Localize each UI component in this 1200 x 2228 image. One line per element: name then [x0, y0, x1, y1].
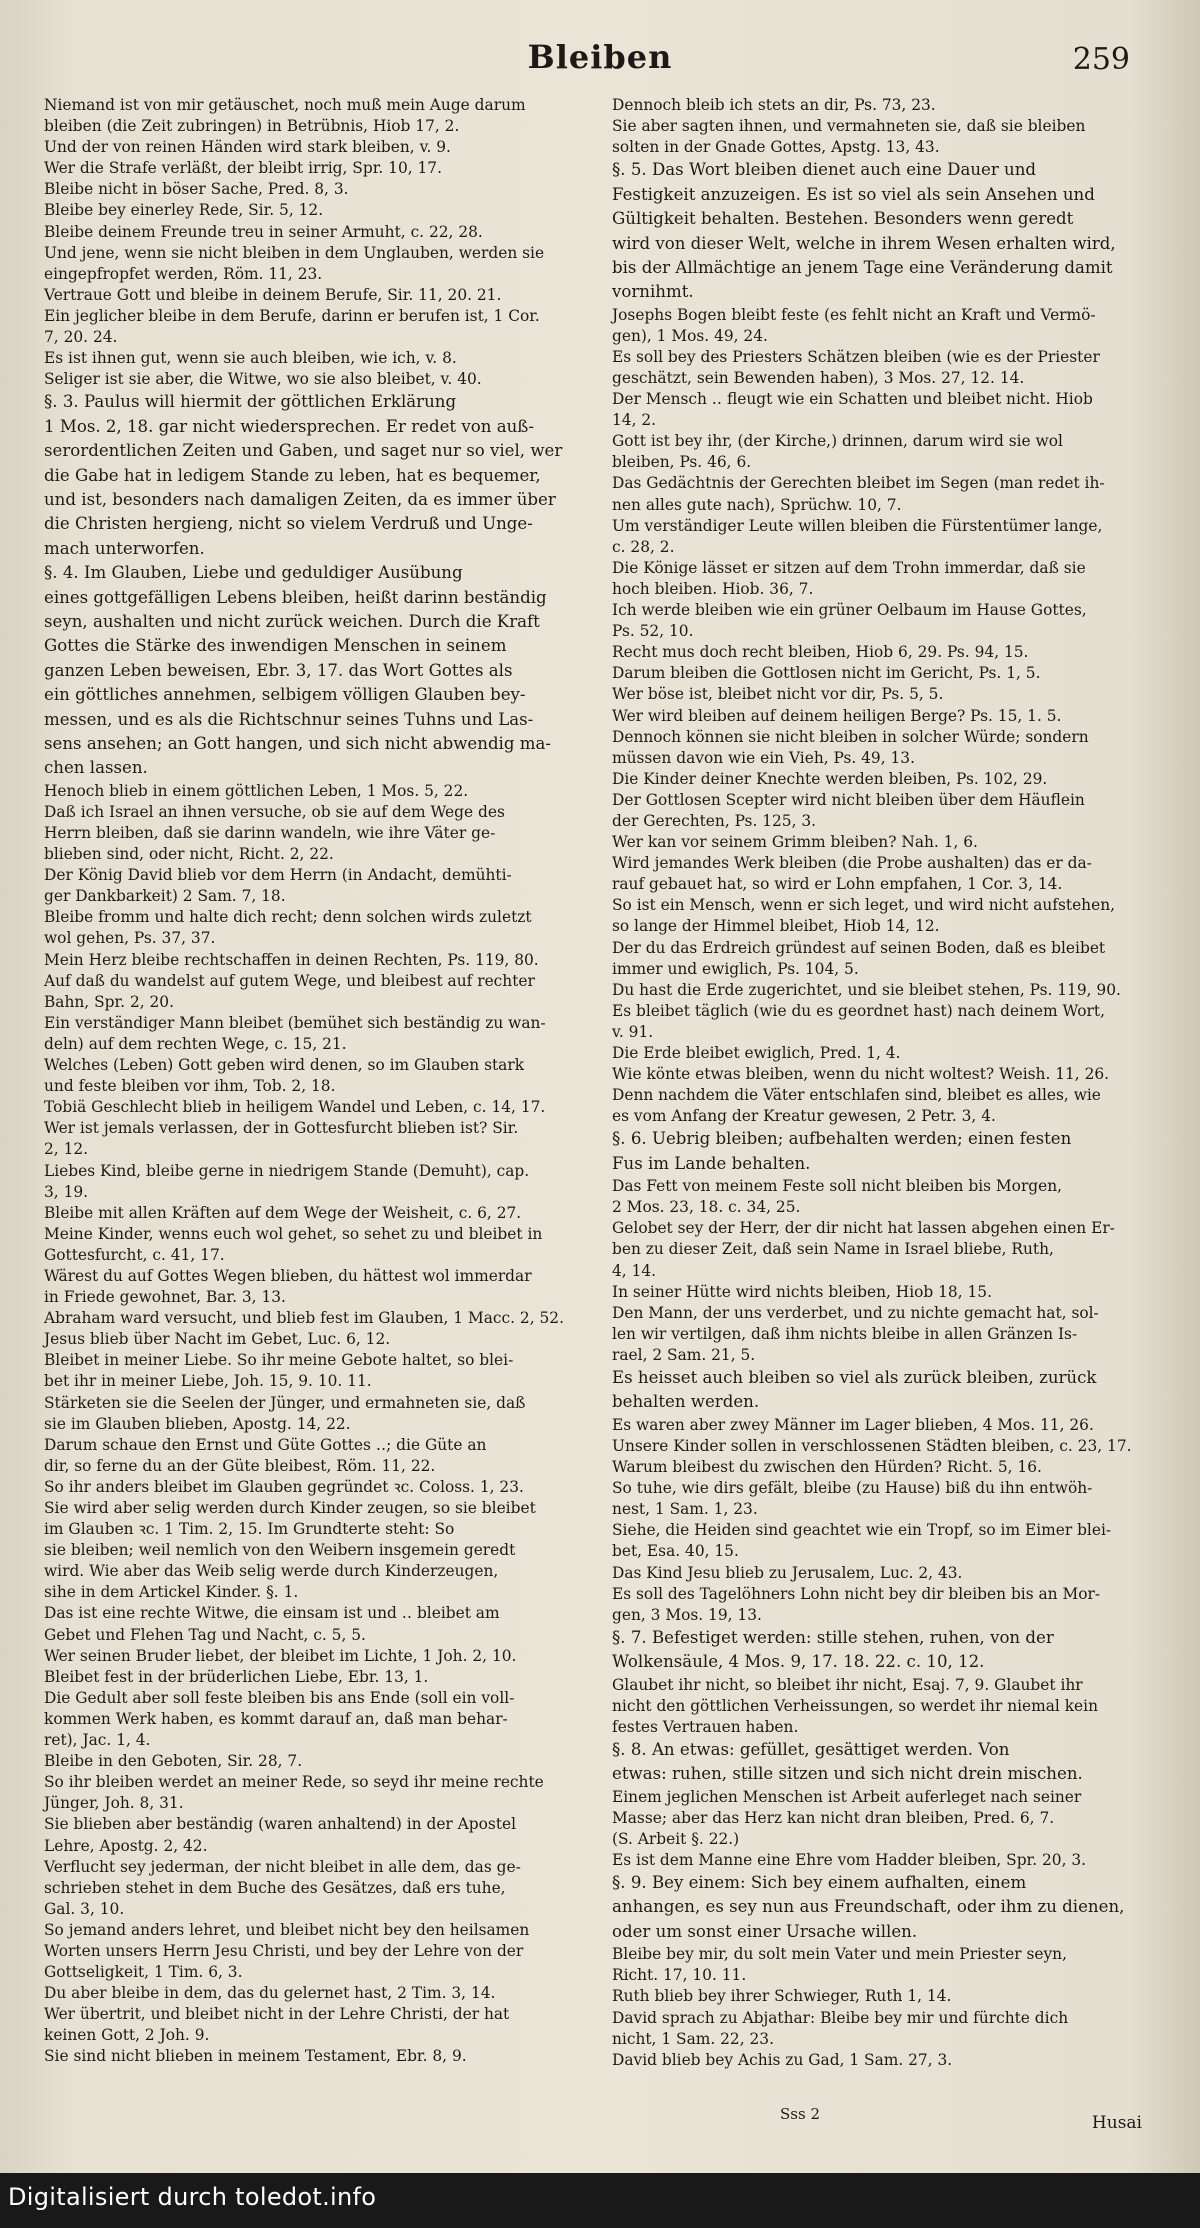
right-quote-line: v. 91. — [612, 1022, 654, 1041]
left-quote-line: Wer seinen Bruder liebet, der bleibet im Lichte, 1 Joh. 2, 10. — [44, 1646, 517, 1665]
right-quote-line: Recht mus doch recht bleiben, Hiob 6, 29. Ps. 94, 15. — [612, 643, 1029, 662]
left-quote-line: So ihr anders bleibet im Glauben gegründet ꝛc. Coloss. 1, 23. — [44, 1477, 524, 1496]
left-quote-line: Gottseligkeit, 1 Tim. 6, 3. — [44, 1963, 243, 1982]
right-quote-line: len wir vertilgen, daß ihm nichts bleibe in allen Gränzen Is- — [612, 1324, 1078, 1343]
left-quote-line: Ein verständiger Mann bleibet (bemühet sich beständig zu wan- — [44, 1013, 546, 1032]
right-quote-line: Du hast die Erde zugerichtet, und sie bleibet stehen, Ps. 119, 90. — [612, 980, 1121, 999]
left-section-line: serordentlichen Zeiten und Gaben, und saget nur so viel, wer — [44, 441, 563, 461]
right-quote-line: Richt. 17, 10. 11. — [612, 1966, 747, 1985]
left-quote-line: Liebes Kind, bleibe gerne in niedrigem Stande (Demuht), cap. — [44, 1161, 530, 1180]
left-quote-line: Sie wird aber selig werden durch Kinder zeugen, so sie bleibet — [44, 1499, 536, 1517]
catchword: Husai — [1091, 2113, 1142, 2133]
left-quote-line: schrieben stehet in dem Buche des Gesätzes, daß ers tuhe, — [44, 1878, 506, 1897]
left-section-line: chen lassen. — [44, 758, 148, 778]
right-section-line: behalten werden. — [612, 1392, 760, 1412]
right-quote-line: gen, 3 Mos. 19, 13. — [612, 1605, 762, 1624]
right-quote-line: Es waren aber zwey Männer im Lager blieben, 4 Mos. 11, 26. — [612, 1415, 1094, 1434]
right-quote-line: Um verständiger Leute willen bleiben die Fürstentümer lange, — [612, 516, 1103, 535]
right-quote-line: Die Erde bleibet ewiglich, Pred. 1, 4. — [612, 1044, 901, 1062]
left-section-line: Gottes die Stärke des inwendigen Menschen in seinem — [44, 636, 507, 656]
page-title: Bleiben — [527, 38, 673, 76]
left-quote-line: wird. Wie aber das Weib selig werde durch Kinderzeugen, — [44, 1562, 499, 1581]
left-quote-line: Es ist ihnen gut, wenn sie auch bleiben, wie ich, v. 8. — [44, 349, 457, 368]
left-quote-line: So jemand anders lehret, und bleibet nicht bey den heilsamen — [44, 1920, 530, 1939]
right-quote-line: Der Mensch ‥ fleugt wie ein Schatten und bleibet nicht. Hiob — [612, 390, 1093, 409]
left-quote-line: Gebet und Flehen Tag und Nacht, c. 5, 5. — [44, 1625, 366, 1644]
right-quote-line: Der du das Erdreich gründest auf seinen Boden, daß es bleibet — [612, 938, 1106, 957]
left-quote-line: wol gehen, Ps. 37, 37. — [44, 929, 216, 948]
left-quote-line: 7, 20. 24. — [44, 328, 118, 347]
right-quote-line: 14, 2. — [612, 411, 657, 430]
left-section-line: messen, und es als die Richtschnur seines Tuhns und Las- — [44, 709, 534, 729]
left-section-line: §. 4. Im Glauben, Liebe und geduldiger Ausübung — [44, 563, 463, 583]
right-quote-line: geschätzt, sein Bewenden haben), 3 Mos. 27, 12. 14. — [612, 369, 1025, 387]
right-section-line: etwas: ruhen, stille sitzen und sich nicht drein mischen. — [612, 1764, 1083, 1784]
right-quote-line: festes Vertrauen haben. — [612, 1717, 799, 1736]
right-quote-line: nen alles gute nach), Sprüchw. 10, 7. — [612, 495, 902, 514]
right-quote-line: Wer wird bleiben auf deinem heiligen Berge? Ps. 15, 1. 5. — [612, 706, 1062, 725]
right-quote-line: Wie könte etwas bleiben, wenn du nicht woltest? Weish. 11, 26. — [612, 1065, 1110, 1084]
right-section-line: vornihmt. — [612, 282, 694, 302]
right-section-line: §. 7. Befestiget werden: stille stehen, ruhen, von der — [612, 1627, 1054, 1647]
right-quote-line: gen), 1 Mos. 49, 24. — [612, 326, 768, 345]
left-quote-line: Ein jeglicher bleibe in dem Berufe, darinn er berufen ist, 1 Cor. — [44, 306, 540, 325]
right-quote-line: Wird jemandes Werk bleiben (die Probe aushalten) das er da- — [612, 854, 1092, 873]
right-quote-line: Gelobet sey der Herr, der dir nicht hat lassen abgehen einen Er- — [612, 1219, 1115, 1238]
left-quote-line: Wer ist jemals verlassen, der in Gottesfurcht blieben ist? Sir. — [44, 1119, 519, 1138]
right-section-line: Fus im Lande behalten. — [612, 1153, 811, 1173]
right-quote-line: 4, 14. — [612, 1261, 657, 1280]
right-quote-line: Masse; aber das Herz kan nicht dran bleiben, Pred. 6, 7. — [612, 1808, 1055, 1827]
left-quote-line: Seliger ist sie aber, die Witwe, wo sie also bleibet, v. 40. — [44, 370, 482, 389]
left-quote-line: Bahn, Spr. 2, 20. — [44, 992, 174, 1011]
right-quote-line: So ist ein Mensch, wenn er sich leget, und wird nicht aufstehen, — [612, 896, 1115, 915]
right-quote-line: Josephs Bogen bleibt feste (es fehlt nicht an Kraft und Vermö- — [612, 305, 1096, 324]
left-quote-line: Bleibet fest in der brüderlichen Liebe, Ebr. 13, 1. — [44, 1667, 429, 1686]
right-section-line: Festigkeit anzuzeigen. Es ist so viel als sein Ansehen und — [612, 184, 1095, 204]
right-quote-line: nest, 1 Sam. 1, 23. — [612, 1500, 758, 1519]
left-quote-line: Niemand ist von mir getäuschet, noch muß mein Auge darum — [44, 96, 526, 114]
left-section-line: die Christen hergieng, nicht so vielem Verdruß und Unge- — [44, 514, 533, 534]
left-quote-line: Darum schaue den Ernst und Güte Gottes ‥; die Güte an — [44, 1435, 487, 1454]
left-quote-line: Vertraue Gott und bleibe in deinem Berufe, Sir. 11, 20. 21. — [44, 285, 502, 304]
right-quote-line: Bleibe bey mir, du solt mein Vater und mein Priester seyn, — [612, 1945, 1067, 1964]
left-quote-line: Jünger, Joh. 8, 31. — [44, 1794, 184, 1813]
left-quote-line: Worten unsers Herrn Jesu Christi, und bey der Lehre von der — [44, 1941, 524, 1960]
right-quote-line: Ruth blieb bey ihrer Schwieger, Ruth 1, 14. — [612, 1987, 952, 2006]
right-quote-line: bet, Esa. 40, 15. — [612, 1542, 739, 1561]
left-quote-line: So ihr bleiben werdet an meiner Rede, so seyd ihr meine rechte — [44, 1773, 544, 1792]
left-quote-line: Lehre, Apostg. 2, 42. — [44, 1836, 208, 1855]
left-quote-line: Bleibe fromm und halte dich recht; denn solchen wirds zuletzt — [44, 908, 532, 927]
left-quote-line: eingepfropfet werden, Röm. 11, 23. — [44, 264, 323, 283]
right-quote-line: solten in der Gnade Gottes, Apstg. 13, 43. — [612, 138, 940, 157]
right-quote-line: Darum bleiben die Gottlosen nicht im Gericht, Ps. 1, 5. — [612, 664, 1041, 683]
right-quote-line: Siehe, die Heiden sind geachtet wie ein Tropf, so im Eimer blei- — [612, 1521, 1112, 1540]
left-quote-line: Mein Herz bleibe rechtschaffen in deinen Rechten, Ps. 119, 80. — [44, 950, 539, 969]
right-quote-line: Dennoch können sie nicht bleiben in solcher Würde; sondern — [612, 727, 1089, 746]
left-quote-line: Welches (Leben) Gott geben wird denen, so im Glauben stark — [44, 1056, 525, 1075]
left-quote-line: keinen Gott, 2 Joh. 9. — [44, 2026, 210, 2045]
left-column — [44, 95, 572, 2068]
left-section-line: sens ansehen; an Gott hangen, und sich nicht abwendig ma- — [44, 734, 552, 753]
right-quote-line: Das Fett von meinem Feste soll nicht bleiben bis Morgen, — [612, 1177, 1063, 1196]
left-quote-line: Bleibe nicht in böser Sache, Pred. 8, 3. — [44, 180, 349, 199]
left-quote-line: Herrn bleiben, daß sie darinn wandeln, wie ihre Väter ge- — [44, 824, 496, 842]
right-quote-line: der Gerechten, Ps. 125, 3. — [612, 811, 817, 830]
page-number: 259 — [1072, 42, 1130, 77]
left-section-line: eines gottgefälligen Lebens bleiben, heißt darinn beständig — [44, 587, 547, 607]
left-quote-line: Gal. 3, 10. — [44, 1899, 125, 1918]
right-quote-line: Glaubet ihr nicht, so bleibet ihr nicht, Esaj. 7, 9. Glaubet ihr — [612, 1675, 1083, 1694]
right-quote-line: nicht den göttlichen Verheissungen, so werdet ihr niemal kein — [612, 1696, 1098, 1715]
right-quote-line: So tuhe, wie dirs gefält, bleibe (zu Hause) biß du ihn entwöh- — [612, 1479, 1093, 1498]
left-quote-line: im Glauben ꝛc. 1 Tim. 2, 15. Im Grundterte steht: So — [44, 1520, 455, 1539]
left-quote-line: sie im Glauben blieben, Apostg. 14, 22. — [44, 1414, 351, 1433]
right-quote-line: Dennoch bleib ich stets an dir, Ps. 73, 23. — [612, 96, 936, 114]
right-quote-line: Die Kinder deiner Knechte werden bleiben, Ps. 102, 29. — [612, 769, 1048, 788]
left-section-line: ein göttliches annehmen, selbigem völligen Glauben bey- — [44, 685, 526, 705]
right-quote-line: bleiben, Ps. 46, 6. — [612, 453, 752, 472]
right-quote-line: rael, 2 Sam. 21, 5. — [612, 1345, 756, 1364]
right-quote-line: Der Gottlosen Scepter wird nicht bleiben über dem Häuflein — [612, 790, 1085, 809]
page-footer — [0, 2105, 1200, 2135]
left-section-line: §. 3. Paulus will hiermit der göttlichen Erklärung — [44, 392, 457, 412]
right-section-line: Gültigkeit behalten. Bestehen. Besonders wenn geredt — [612, 209, 1074, 229]
right-quote-line: müssen davon wie ein Vieh, Ps. 49, 13. — [612, 748, 915, 767]
left-quote-line: Tobiä Geschlecht blieb in heiligem Wandel und Leben, c. 14, 17. — [44, 1098, 546, 1117]
left-quote-line: Gottesfurcht, c. 41, 17. — [44, 1245, 225, 1264]
left-quote-line: Henoch blieb in einem göttlichen Leben, 1 Mos. 5, 22. — [44, 781, 469, 800]
left-quote-line: Bleibet in meiner Liebe. So ihr meine Gebote haltet, so blei- — [44, 1351, 514, 1370]
left-quote-line: Auf daß du wandelst auf gutem Wege, und bleibest auf rechter — [44, 971, 535, 990]
left-section-line: seyn, aushalten und nicht zurück weichen. Durch die Kraft — [44, 611, 540, 631]
right-quote-line: Sie aber sagten ihnen, und vermahneten sie, daß sie bleiben — [612, 117, 1086, 136]
right-quote-line: immer und ewiglich, Ps. 104, 5. — [612, 959, 859, 978]
right-quote-line: Gott ist bey ihr, (der Kirche,) drinnen, darum wird sie wol — [612, 432, 1063, 451]
left-quote-line: Jesus blieb über Nacht im Gebet, Luc. 6, 12. — [44, 1330, 391, 1349]
page-header — [0, 38, 1200, 82]
right-quote-line: Wer kan vor seinem Grimm bleiben? Nah. 1, 6. — [612, 833, 978, 852]
left-quote-line: Sie blieben aber beständig (waren anhaltend) in der Apostel — [44, 1815, 517, 1834]
right-quote-line: Es soll bey des Priesters Schätzen bleiben (wie es der Priester — [612, 347, 1100, 366]
right-quote-line: Das Kind Jesu blieb zu Jerusalem, Luc. 2, 43. — [612, 1563, 963, 1582]
left-quote-line: sie bleiben; weil nemlich von den Weibern insgemein geredt — [44, 1541, 516, 1560]
right-quote-line: Einem jeglichen Menschen ist Arbeit auferleget nach seiner — [612, 1787, 1082, 1806]
right-section-line: Wolkensäule, 4 Mos. 9, 17. 18. 22. c. 10, 12. — [612, 1652, 985, 1672]
left-quote-line: Du aber bleibe in dem, das du gelernet hast, 2 Tim. 3, 14. — [44, 1984, 496, 2003]
left-quote-line: Sie sind nicht blieben in meinem Testament, Ebr. 8, 9. — [44, 2047, 467, 2066]
right-quote-line: hoch bleiben. Hiob. 36, 7. — [612, 579, 814, 598]
left-quote-line: 2, 12. — [44, 1140, 89, 1159]
right-quote-line: so lange der Himmel bleibet, Hiob 14, 12. — [612, 917, 940, 936]
right-quote-line: 2 Mos. 23, 18. c. 34, 25. — [612, 1198, 801, 1217]
left-quote-line: 3, 19. — [44, 1182, 89, 1201]
right-quote-line: Den Mann, der uns verderbet, und zu nichte gemacht hat, sol- — [612, 1303, 1099, 1322]
right-quote-line: Unsere Kinder sollen in verschlossenen Städten bleiben, c. 23, 17. — [612, 1436, 1132, 1455]
left-quote-line: ger Dankbarkeit) 2 Sam. 7, 18. — [44, 887, 286, 906]
right-column — [612, 95, 1136, 2071]
banner-text: Digitalisiert durch toledot.info — [8, 2183, 377, 2211]
left-quote-line: Und der von reinen Händen wird stark bleiben, v. 9. — [44, 138, 451, 157]
right-section-line: oder um sonst einer Ursache willen. — [612, 1921, 918, 1941]
right-section-line: Es heisset auch bleiben so viel als zurück bleiben, zurück — [612, 1368, 1097, 1388]
left-quote-line: Wärest du auf Gottes Wegen blieben, du hättest wol immerdar — [44, 1266, 532, 1285]
left-quote-line: sihe in dem Artickel Kinder. §. 1. — [44, 1583, 299, 1602]
left-section-line: ganzen Leben beweisen, Ebr. 3, 17. das Wort Gottes als — [44, 660, 513, 680]
right-quote-line: c. 28, 2. — [612, 537, 675, 556]
left-quote-line: Stärketen sie die Seelen der Jünger, und ermahneten sie, daß — [44, 1393, 526, 1412]
right-quote-line: Wer böse ist, bleibet nicht vor dir, Ps. 5, 5. — [612, 685, 944, 704]
left-section-line: die Gabe hat in ledigem Stande zu leben, hat es bequemer, — [44, 465, 541, 485]
left-quote-line: Bleibe mit allen Kräften auf dem Wege der Weisheit, c. 6, 27. — [44, 1203, 522, 1222]
left-quote-line: Und jene, wenn sie nicht bleiben in dem Unglauben, werden sie — [44, 243, 545, 262]
right-quote-line: rauf gebauet hat, so wird er Lohn empfahen, 1 Cor. 3, 14. — [612, 875, 1063, 894]
left-quote-line: ret), Jac. 1, 4. — [44, 1731, 151, 1750]
right-section-line: §. 6. Uebrig bleiben; aufbehalten werden; einen festen — [612, 1129, 1072, 1149]
right-quote-line: Warum bleibest du zwischen den Hürden? Richt. 5, 16. — [612, 1458, 1042, 1477]
right-quote-line: (S. Arbeit §. 22.) — [612, 1829, 740, 1848]
left-quote-line: deln) auf dem rechten Wege, c. 15, 21. — [44, 1034, 347, 1053]
right-section-line: wird von dieser Welt, welche in ihrem Wesen erhalten wird, — [612, 233, 1116, 253]
left-quote-line: Daß ich Israel an ihnen versuche, ob sie auf dem Wege des — [44, 802, 505, 821]
left-quote-line: Bleibe bey einerley Rede, Sir. 5, 12. — [44, 201, 324, 220]
right-quote-line: Denn nachdem die Väter entschlafen sind, bleibet es alles, wie — [612, 1086, 1101, 1105]
left-quote-line: bleiben (die Zeit zubringen) in Betrübnis, Hiob 17, 2. — [44, 117, 460, 136]
signature-mark: Sss 2 — [780, 2105, 820, 2123]
right-section-line: bis der Allmächtige an jenem Tage eine Veränderung damit — [612, 257, 1113, 277]
right-quote-line: Die Könige lässet er sitzen auf dem Trohn immerdar, daß sie — [612, 558, 1086, 577]
right-quote-line: nicht, 1 Sam. 22, 23. — [612, 2029, 774, 2048]
left-quote-line: Verflucht sey jederman, der nicht bleibet in alle dem, das ge- — [44, 1857, 521, 1876]
left-quote-line: bet ihr in meiner Liebe, Joh. 15, 9. 10. 11. — [44, 1372, 372, 1391]
right-quote-line: Es bleibet täglich (wie du es geordnet hast) nach deinem Wort, — [612, 1001, 1105, 1020]
left-quote-line: Der König David blieb vor dem Herrn (in Andacht, demühti- — [44, 866, 512, 885]
right-quote-line: Ps. 52, 10. — [612, 622, 694, 641]
left-quote-line: Die Gedult aber soll feste bleiben bis ans Ende (soll ein voll- — [44, 1688, 515, 1707]
digitization-banner — [0, 2173, 1200, 2228]
right-section-line: §. 5. Das Wort bleiben dienet auch eine Dauer und — [612, 160, 1037, 180]
left-quote-line: in Friede gewohnet, Bar. 3, 13. — [44, 1288, 286, 1307]
right-quote-line: Es ist dem Manne eine Ehre vom Hadder bleiben, Spr. 20, 3. — [612, 1850, 1087, 1869]
right-section-line: §. 9. Bey einem: Sich bey einem aufhalten, einem — [612, 1873, 1027, 1893]
left-quote-line: blieben sind, oder nicht, Richt. 2, 22. — [44, 845, 334, 864]
left-quote-line: Meine Kinder, wenns euch wol gehet, so sehet zu und bleibet in — [44, 1224, 543, 1243]
right-quote-line: David sprach zu Abjathar: Bleibe bey mir und fürchte dich — [612, 2008, 1069, 2027]
right-quote-line: David blieb bey Achis zu Gad, 1 Sam. 27, 3. — [612, 2050, 953, 2069]
right-quote-line: es vom Anfang der Kreatur gewesen, 2 Petr. 3, 4. — [612, 1107, 996, 1126]
right-quote-line: Es soll des Tagelöhners Lohn nicht bey dir bleiben bis an Mor- — [612, 1584, 1101, 1603]
right-quote-line: In seiner Hütte wird nichts bleiben, Hiob 18, 15. — [612, 1282, 992, 1301]
left-quote-line: Abraham ward versucht, und blieb fest im Glauben, 1 Macc. 2, 52. — [44, 1309, 564, 1328]
left-quote-line: Bleibe in den Geboten, Sir. 28, 7. — [44, 1752, 303, 1771]
left-quote-line: dir, so ferne du an der Güte bleibest, Röm. 11, 22. — [44, 1456, 436, 1475]
left-quote-line: kommen Werk haben, es kommt darauf an, daß man behar- — [44, 1709, 508, 1728]
left-quote-line: Bleibe deinem Freunde treu in seiner Armuht, c. 22, 28. — [44, 222, 483, 241]
right-section-line: anhangen, es sey nun aus Freundschaft, oder ihm zu dienen, — [612, 1897, 1125, 1917]
left-section-line: 1 Mos. 2, 18. gar nicht wiedersprechen. Er redet von auß- — [44, 416, 534, 436]
right-quote-line: ben zu dieser Zeit, daß sein Name in Israel bliebe, Ruth, — [612, 1240, 1054, 1259]
left-section-line: mach unterworfen. — [44, 538, 205, 558]
right-section-line: §. 8. An etwas: gefüllet, gesättiget werden. Von — [612, 1739, 1010, 1759]
left-quote-line: und feste bleiben vor ihm, Tob. 2, 18. — [44, 1077, 336, 1096]
right-quote-line: Das Gedächtnis der Gerechten bleibet im Segen (man redet ih- — [612, 474, 1105, 493]
left-quote-line: Das ist eine rechte Witwe, die einsam ist und ‥ bleibet am — [44, 1604, 500, 1623]
right-quote-line: Ich werde bleiben wie ein grüner Oelbaum im Hause Gottes, — [612, 601, 1087, 620]
left-quote-line: Wer übertrit, und bleibet nicht in der Lehre Christi, der hat — [44, 2005, 510, 2024]
left-section-line: und ist, besonders nach damaligen Zeiten, da es immer über — [44, 489, 556, 509]
left-quote-line: Wer die Strafe verläßt, der bleibt irrig, Spr. 10, 17. — [44, 159, 442, 178]
